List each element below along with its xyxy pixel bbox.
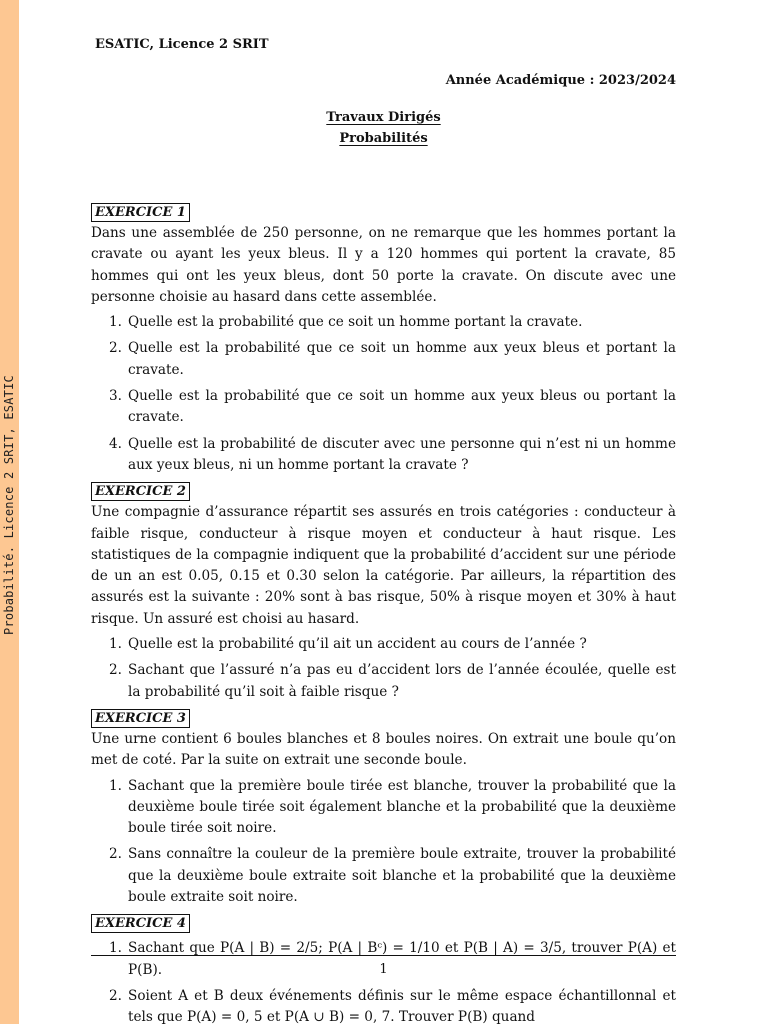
- list-item: 4. Quelle est la probabilité de discuter avec une personne qui n’est ni un homme aux yeux bleus, ni un homme portant la cravate ?: [109, 435, 676, 473]
- exercise-3: [91, 708, 676, 908]
- title-line-1: Travaux Dirigés: [326, 110, 441, 125]
- question-list: [91, 634, 676, 703]
- question-list: [91, 938, 676, 1028]
- page-number: 1: [379, 962, 388, 977]
- question-text: Sachant que P(A | B) = 2/5; P(A | Bᶜ) = 1/10 et P(B | A) = 3/5, trouver P(A) et P(B).: [128, 940, 676, 978]
- list-item: 2. Soient A et B deux événements définis sur le même espace échantillonnal et tels que P(A) = 0, 5 et P(A ∪ B) = 0, 7. Trouver P(B) quand: [109, 987, 676, 1026]
- exercise-label: EXERCICE 1: [91, 203, 190, 222]
- footer-divider: [91, 955, 676, 956]
- question-text: Soient A et B deux événements définis sur le même espace échantillonnal et tels que P(A) = 0, 5 et P(A ∪ B) = 0, 7. Trouver P(B) quand: [128, 987, 676, 1026]
- title-line-2: Probabilités: [339, 131, 428, 146]
- question-list: [91, 776, 676, 909]
- exercise-label: EXERCICE 2: [91, 482, 190, 501]
- exercise-label: EXERCICE 3: [91, 709, 190, 728]
- list-item: 2. Sachant que l’assuré n’a pas eu d’accident lors de l’année écoulée, quelle est la probabilité qu’il soit à faible risque ?: [109, 662, 676, 700]
- exercise-statement: Une compagnie d’assurance répartit ses assurés en trois catégories : conducteur à faible risque, conducteur à risque moyen et conducteur à haut risque. Les statistiques de la compagnie indiquent que la probabilité d’accident sur une période de un an est 0.05, 0.15 et 0.30 selon la catégorie. Par ailleurs, la répartition des assurés est la suivante : 20% sont à bas risque, 50% à risque moyen et 30% à haut risque. Un assuré est choisi au hasard.: [91, 504, 676, 627]
- list-item: 2. Sans connaître la couleur de la première boule extraite, trouver la probabilité que la deuxième boule extraite soit blanche et la probabilité que la deuxième boule extraite soit noire.: [109, 846, 676, 906]
- side-running-title: Probabilité. Licence 2 SRIT, ESATIC: [2, 375, 16, 635]
- exercise-2: [91, 481, 676, 703]
- list-item: 1. Quelle est la probabilité qu’il ait un accident au cours de l’année ?: [109, 636, 587, 653]
- institution-header: ESATIC, Licence 2 SRIT: [95, 37, 269, 52]
- document-title: [91, 107, 676, 149]
- side-margin-band: [0, 0, 19, 1024]
- question-list: [91, 312, 676, 476]
- list-item: 1. Quelle est la probabilité que ce soit un homme portant la cravate.: [109, 314, 583, 331]
- question-text: Quelle est la probabilité qu’il ait un accident au cours de l’année ?: [128, 636, 587, 653]
- question-text: Quelle est la probabilité que ce soit un homme aux yeux bleus ou portant la cravate.: [128, 388, 676, 426]
- list-item: 3. Quelle est la probabilité que ce soit un homme aux yeux bleus ou portant la cravate.: [109, 388, 676, 426]
- document-page: [91, 0, 676, 1024]
- list-item: 1. Sachant que P(A | B) = 2/5; P(A | Bᶜ) = 1/10 et P(B | A) = 3/5, trouver P(A) et P(B).: [109, 940, 676, 978]
- question-text: Quelle est la probabilité que ce soit un homme aux yeux bleus et portant la cravate.: [128, 340, 676, 378]
- question-text: Quelle est la probabilité que ce soit un homme portant la cravate.: [128, 314, 583, 331]
- list-item: 1. Sachant que la première boule tirée est blanche, trouver la probabilité que la deuxième boule tirée soit également blanche et la probabilité que la deuxième boule tirée soit noire.: [109, 777, 676, 837]
- exercises-container: [91, 202, 676, 1034]
- question-text: Sachant que la première boule tirée est blanche, trouver la probabilité que la deuxième boule tirée soit également blanche et la probabilité que la deuxième boule tirée soit noire.: [128, 777, 676, 837]
- exercise-label: EXERCICE 4: [91, 914, 190, 933]
- exercise-statement: Une urne contient 6 boules blanches et 8 boules noires. On extrait une boule qu’on met de coté. Par la suite on extrait une seconde boule.: [91, 730, 676, 769]
- exercise-statement: Dans une assemblée de 250 personne, on ne remarque que les hommes portant la cravate ou ayant les yeux bleus. Il y a 120 hommes qui portent la cravate, 85 hommes qui ont les yeux bleus, dont 50 porte la cravate. On discute avec une personne choisie au hasard dans cette assemblée.: [91, 225, 676, 305]
- question-text: Sachant que l’assuré n’a pas eu d’accident lors de l’année écoulée, quelle est la probabilité qu’il soit à faible risque ?: [128, 662, 676, 700]
- list-item: 2. Quelle est la probabilité que ce soit un homme aux yeux bleus et portant la cravate.: [109, 340, 676, 378]
- exercise-1: [91, 202, 676, 476]
- question-text: Quelle est la probabilité de discuter avec une personne qui n’est ni un homme aux yeux bleus, ni un homme portant la cravate ?: [128, 435, 676, 473]
- question-text: Sans connaître la couleur de la première boule extraite, trouver la probabilité que la deuxième boule extraite soit blanche et la probabilité que la deuxième boule extraite soit noire.: [128, 846, 676, 906]
- academic-year: Année Académique : 2023/2024: [445, 73, 676, 88]
